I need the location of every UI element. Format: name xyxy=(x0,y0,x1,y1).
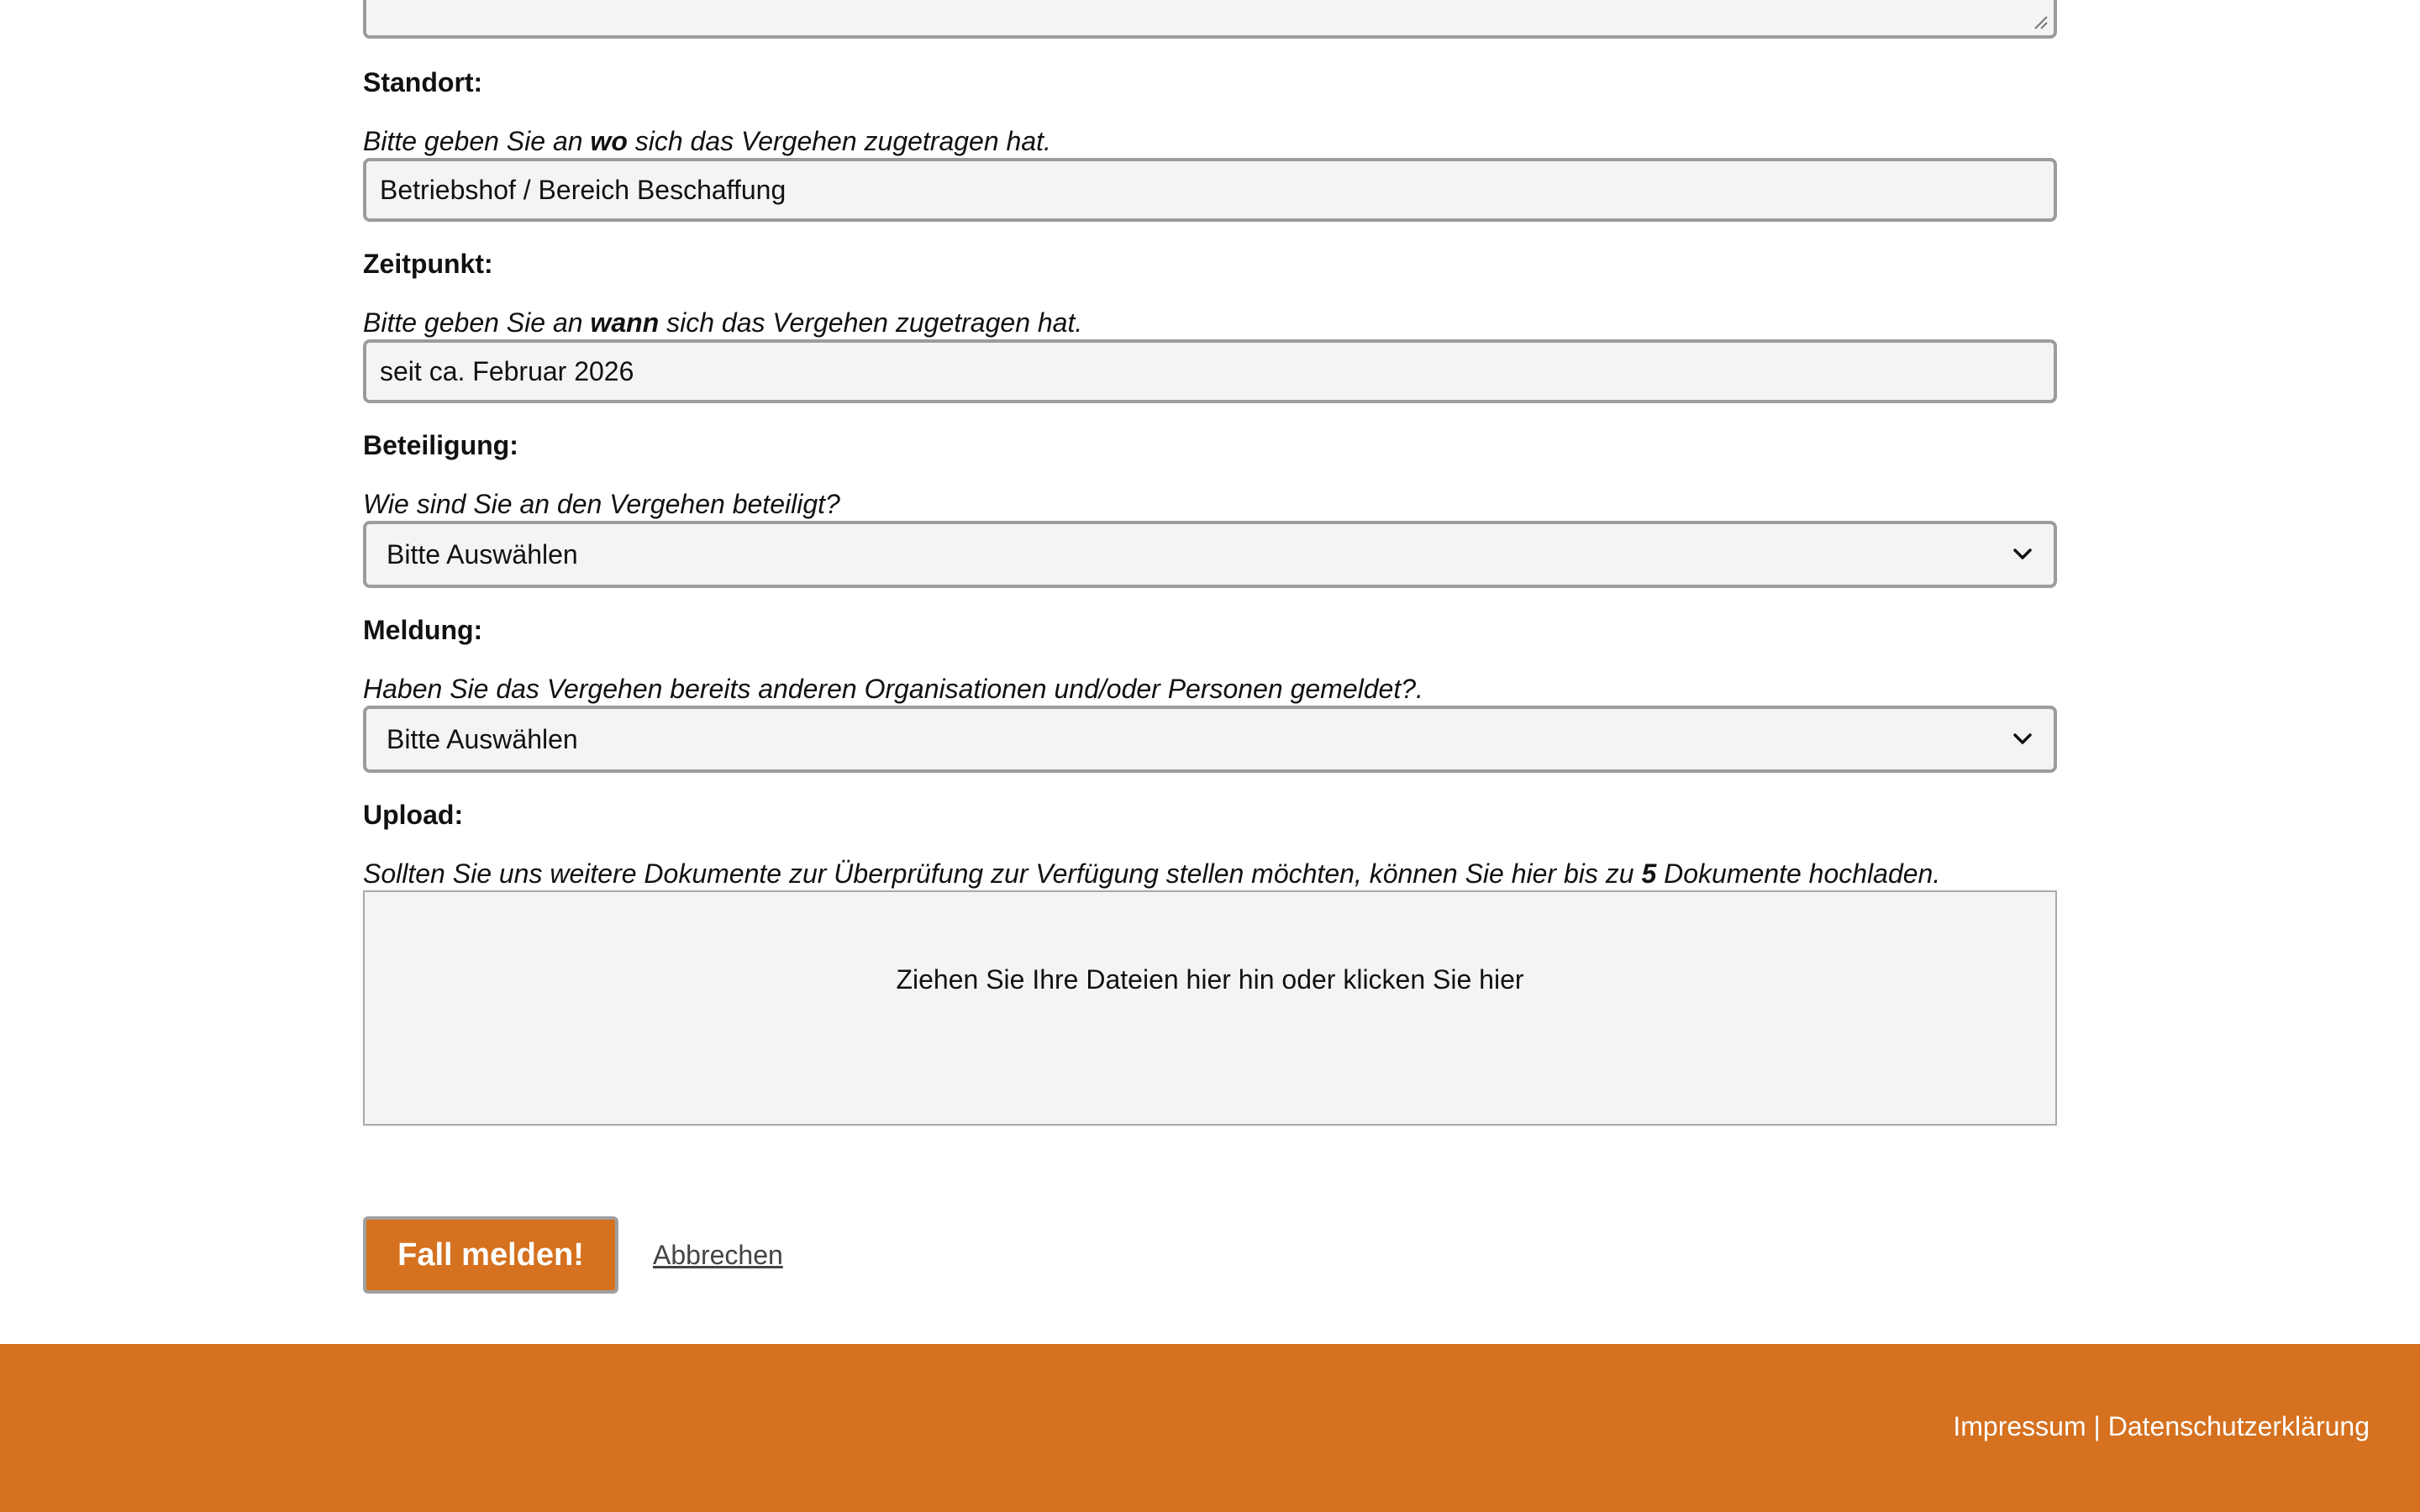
zeitpunkt-hint-text-end: sich das Vergehen zugetragen hat. xyxy=(659,307,1083,338)
zeitpunkt-hint xyxy=(363,307,1082,339)
standort-hint-emphasis: wo xyxy=(590,126,628,156)
description-textarea[interactable] xyxy=(363,0,2057,39)
standort-input[interactable] xyxy=(363,158,2057,222)
upload-hint-emphasis: 5 xyxy=(1641,858,1657,889)
upload-label: Upload: xyxy=(363,800,464,830)
footer xyxy=(0,1344,2420,1512)
submit-button[interactable]: Fall melden! xyxy=(363,1216,618,1294)
footer-separator: | xyxy=(2086,1411,2108,1441)
beteiligung-label: Beteiligung: xyxy=(363,430,518,460)
beteiligung-hint: Wie sind Sie an den Vergehen beteiligt? xyxy=(363,489,840,519)
meldung-hint: Haben Sie das Vergehen bereits anderen Organisationen und/oder Personen gemeldet?. xyxy=(363,674,1423,704)
meldung-selected-value: Bitte Auswählen xyxy=(387,723,578,754)
file-dropzone[interactable] xyxy=(363,890,2057,1126)
dropzone-label: Ziehen Sie Ihre Dateien hier hin oder klicken Sie hier xyxy=(896,964,1524,995)
standort-hint-text-end: sich das Vergehen zugetragen hat. xyxy=(627,126,1051,156)
zeitpunkt-input[interactable] xyxy=(363,339,2057,403)
zeitpunkt-label: Zeitpunkt: xyxy=(363,249,493,279)
beteiligung-selected-value: Bitte Auswählen xyxy=(387,538,578,570)
upload-hint xyxy=(363,858,1940,890)
meldung-select[interactable] xyxy=(363,706,2057,773)
upload-hint-text: Sollten Sie uns weitere Dokumente zur Überprüfung zur Verfügung stellen möchten, können Sie hier bis zu xyxy=(363,858,1642,889)
chevron-down-icon xyxy=(2012,728,2033,750)
beteiligung-select[interactable] xyxy=(363,521,2057,588)
zeitpunkt-hint-text: Bitte geben Sie an xyxy=(363,307,591,338)
upload-hint-text-end: Dokumente hochladen. xyxy=(1656,858,1941,889)
standort-hint-text: Bitte geben Sie an xyxy=(363,126,591,156)
zeitpunkt-hint-emphasis: wann xyxy=(590,307,660,338)
footer-links xyxy=(1953,1411,2370,1442)
cancel-link[interactable]: Abbrechen xyxy=(653,1240,783,1270)
resize-grip-icon[interactable] xyxy=(2033,15,2049,30)
standort-hint xyxy=(363,126,1051,157)
meldung-label: Meldung: xyxy=(363,615,483,645)
datenschutz-link[interactable]: Datenschutzerklärung xyxy=(2107,1411,2370,1441)
chevron-down-icon xyxy=(2012,543,2033,565)
standort-label: Standort: xyxy=(363,67,483,97)
impressum-link[interactable]: Impressum xyxy=(1953,1411,2086,1441)
